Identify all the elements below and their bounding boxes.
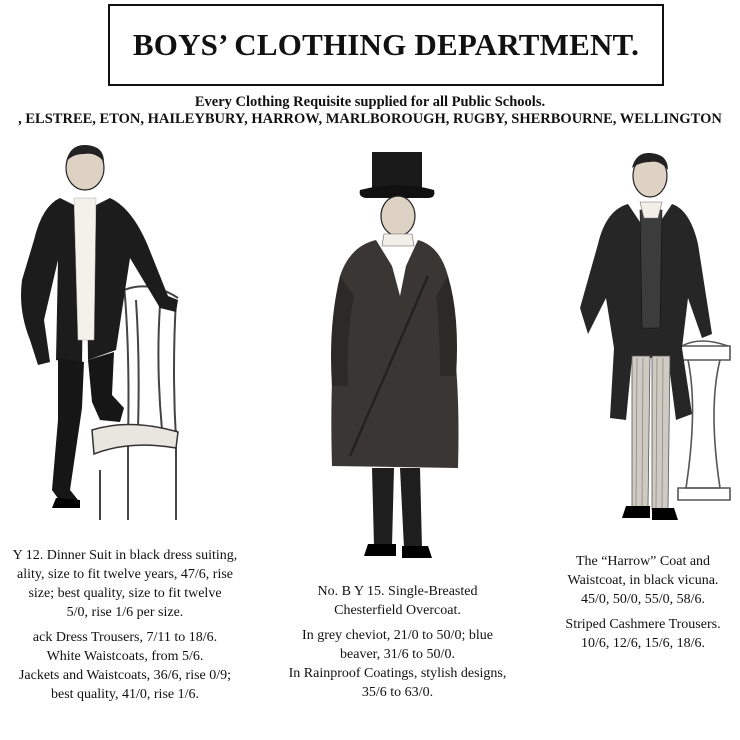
collar <box>382 234 414 246</box>
caption-line: In grey cheviot, 21/0 to 50/0; blue <box>302 628 493 643</box>
shoe-left <box>364 544 396 556</box>
caption-line: ality, size to fit twelve years, 47/6, rise <box>16 567 234 582</box>
subtitle: Every Clothing Requisite supplied for all Public Schools. <box>194 94 546 110</box>
caption-line: In Rainproof Coatings, stylish designs, <box>288 666 507 681</box>
striped-trousers <box>632 356 670 510</box>
caption-line: size; best quality, size to fit twelve <box>28 586 222 601</box>
head <box>381 196 415 236</box>
caption-line: White Waistcoats, from 5/6. <box>46 649 204 664</box>
chair-seat <box>92 424 178 454</box>
caption-harrow-coat <box>548 552 738 653</box>
caption-line: 45/0, 50/0, 55/0, 58/6. <box>580 592 706 607</box>
caption-line: Chesterfield Overcoat. <box>334 603 461 618</box>
caption-line: Jackets and Waistcoats, 36/6, rise 0/9; <box>18 668 232 683</box>
pedestal-drawing <box>678 341 730 500</box>
overcoat-illustration <box>310 146 480 576</box>
trousers <box>372 468 422 548</box>
caption-line: 35/6 to 63/0. <box>361 685 434 700</box>
caption-line: No. B Y 15. Single-Breasted <box>317 584 478 599</box>
caption-line: best quality, 41/0, rise 1/6. <box>50 687 200 702</box>
page-title: BOYS’ CLOTHING DEPARTMENT. <box>132 27 640 62</box>
caption-line: beaver, 31/6 to 50/0. <box>340 647 455 662</box>
dinner-jacket <box>21 198 178 366</box>
dinner-suit-illustration <box>0 140 200 520</box>
caption-dinner-suit <box>0 546 290 704</box>
harrow-coat-illustration <box>570 148 740 548</box>
caption-line: 5/0, rise 1/6 per size. <box>66 605 184 620</box>
shirt-collar <box>640 202 662 218</box>
caption-overcoat <box>255 582 540 702</box>
caption-line: 10/6, 12/6, 15/6, 18/6. <box>580 636 706 651</box>
shirt-front <box>74 198 96 340</box>
caption-line: Y 12. Dinner Suit in black dress suiting, <box>12 548 238 563</box>
schools-list: , ELSTREE, ETON, HAILEYBURY, HARROW, MARLBOROUGH, RUGBY, SHERBOURNE, WELLINGTON <box>18 111 722 127</box>
shoe-right <box>652 508 678 520</box>
caption-line: Waistcoat, in black vicuna. <box>567 573 719 588</box>
caption-line: ack Dress Trousers, 7/11 to 18/6. <box>32 630 218 645</box>
shoe-right <box>402 546 432 558</box>
shoe-left <box>622 506 650 518</box>
waistcoat <box>640 210 662 328</box>
caption-line: Striped Cashmere Trousers. <box>565 617 721 632</box>
title-box <box>108 4 664 86</box>
caption-line: The “Harrow” Coat and <box>575 554 711 569</box>
